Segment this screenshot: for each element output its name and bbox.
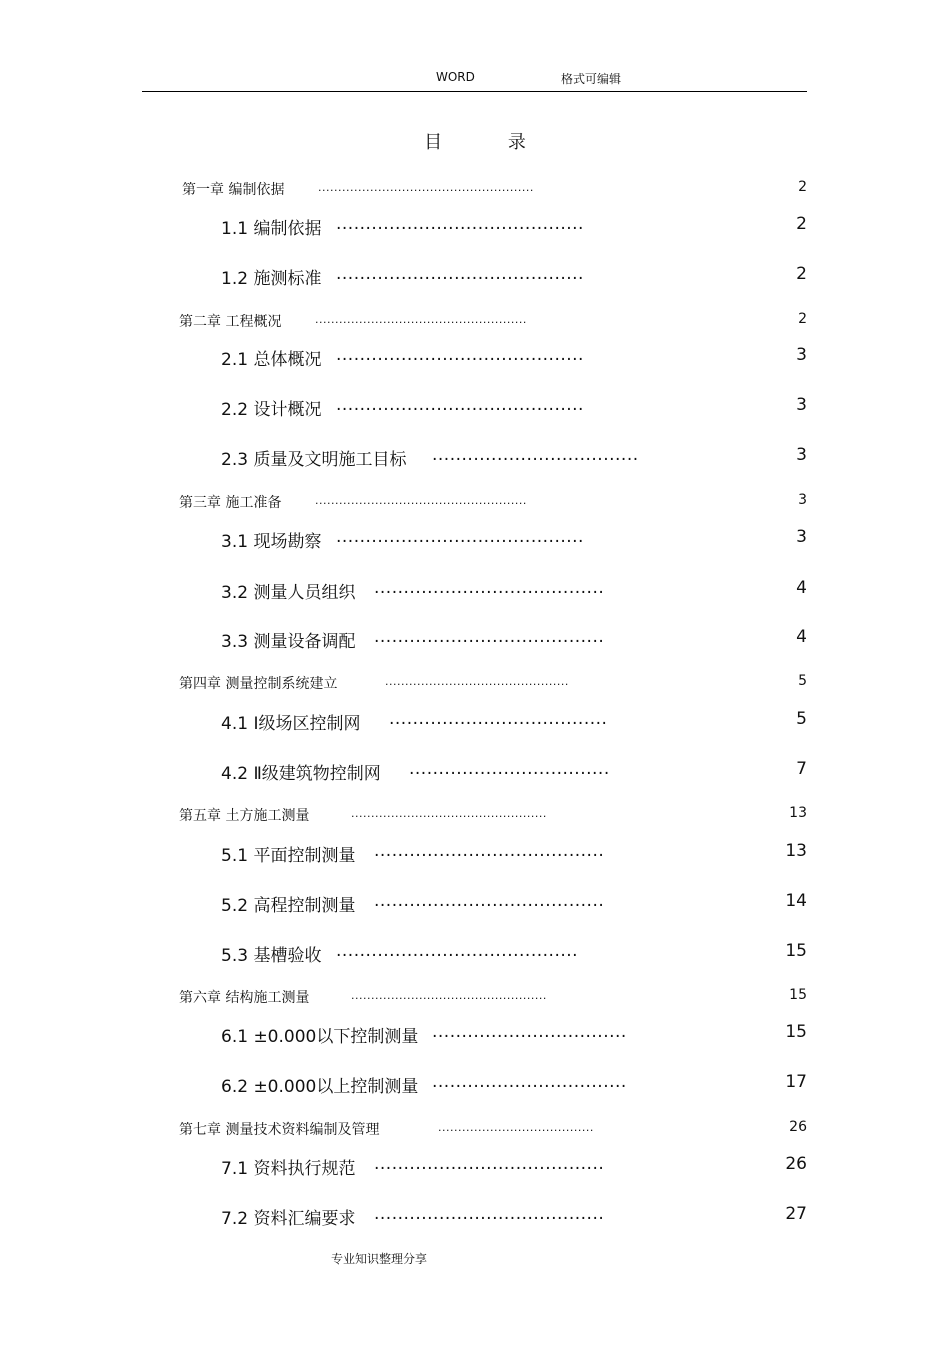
toc-entry-label: 第二章 工程概况 [179, 314, 282, 330]
toc-dot-leader: .............................................. [385, 675, 569, 688]
toc-dot-leader: ..................................... [389, 709, 608, 729]
toc-chapter-entry [0, 311, 950, 335]
toc-dot-leader: ....................................... [438, 1121, 594, 1134]
toc-entry-label: 5.1 平面控制测量 [221, 846, 356, 866]
toc-dot-leader: ................................. [432, 1072, 627, 1092]
toc-dot-leader: ....................................... [374, 841, 605, 861]
toc-section-entry [0, 214, 950, 238]
toc-entry-label: 3.3 测量设备调配 [221, 632, 356, 652]
toc-entry-label: 4.2 Ⅱ级建筑物控制网 [221, 764, 381, 784]
toc-chapter-entry [0, 179, 950, 203]
toc-section-entry [0, 395, 950, 419]
header-word: WORD [436, 70, 475, 84]
toc-entry-label: 5.3 基槽验收 [221, 946, 322, 966]
toc-section-entry [0, 578, 950, 602]
toc-page-number: 3 [796, 395, 807, 415]
toc-dot-leader: .......................................... [336, 214, 584, 234]
toc-section-entry [0, 891, 950, 915]
toc-entry-label: 第一章 编制依据 [182, 182, 285, 198]
toc-section-entry [0, 527, 950, 551]
toc-section-entry [0, 759, 950, 783]
toc-entry-label: 第七章 测量技术资料编制及管理 [179, 1122, 380, 1138]
toc-entry-label: 4.1 Ⅰ级场区控制网 [221, 714, 361, 734]
toc-page-number: 3 [798, 492, 807, 508]
toc-entry-label: 1.2 施测标准 [221, 269, 322, 289]
toc-entry-label: 3.2 测量人员组织 [221, 583, 356, 603]
page-footer: 专业知识整理分享 [331, 1252, 428, 1266]
toc-section-entry [0, 941, 950, 965]
toc-page-number: 3 [796, 527, 807, 547]
toc-page-number: 13 [789, 805, 807, 821]
toc-entry-label: 2.3 质量及文明施工目标 [221, 450, 407, 470]
toc-dot-leader: ..................................................... [315, 313, 527, 326]
toc-entry-label: 5.2 高程控制测量 [221, 896, 356, 916]
toc-dot-leader: ..................................................... [315, 494, 527, 507]
toc-chapter-entry [0, 805, 950, 829]
toc-entry-label: 2.2 设计概况 [221, 400, 322, 420]
toc-section-entry [0, 264, 950, 288]
toc-page-number: 15 [789, 987, 807, 1003]
toc-page-number: 26 [785, 1154, 807, 1174]
toc-entry-label: 6.2 ±0.000以上控制测量 [221, 1077, 419, 1097]
toc-dot-leader: ................................. [432, 1022, 627, 1042]
toc-dot-leader: .......................................... [336, 527, 584, 547]
toc-dot-leader: ....................................... [374, 1154, 605, 1174]
toc-dot-leader: .................................. [409, 759, 610, 779]
toc-chapter-entry [0, 987, 950, 1011]
toc-page-number: 2 [798, 179, 807, 195]
toc-dot-leader: .......................................... [336, 395, 584, 415]
toc-page-number: 2 [796, 264, 807, 284]
toc-page-number: 14 [785, 891, 807, 911]
toc-title: 目 录 [424, 132, 556, 153]
toc-dot-leader: ....................................... [374, 891, 605, 911]
toc-entry-label: 第四章 测量控制系统建立 [179, 676, 338, 692]
toc-entry-label: 3.1 现场勘察 [221, 532, 322, 552]
toc-section-entry [0, 345, 950, 369]
toc-page-number: 26 [789, 1119, 807, 1135]
toc-section-entry [0, 1022, 950, 1046]
toc-section-entry [0, 627, 950, 651]
toc-page-number: 2 [798, 311, 807, 327]
toc-dot-leader: ................................................. [351, 989, 547, 1002]
toc-entry-label: 第五章 土方施工测量 [179, 808, 310, 824]
toc-entry-label: 1.1 编制依据 [221, 219, 322, 239]
toc-page-number: 5 [796, 709, 807, 729]
toc-page-number: 4 [796, 627, 807, 647]
toc-dot-leader: ................................................. [351, 807, 547, 820]
toc-section-entry [0, 709, 950, 733]
toc-dot-leader: .......................................... [336, 264, 584, 284]
toc-section-entry [0, 445, 950, 469]
toc-dot-leader: ................................... [432, 445, 639, 465]
toc-section-entry [0, 1154, 950, 1178]
toc-page-number: 4 [796, 578, 807, 598]
toc-page-number: 5 [798, 673, 807, 689]
header-format-note: 格式可编辑 [561, 72, 622, 86]
toc-entry-label: 7.2 资料汇编要求 [221, 1209, 356, 1229]
toc-chapter-entry [0, 1119, 950, 1143]
toc-section-entry [0, 1072, 950, 1096]
toc-entry-label: 6.1 ±0.000以下控制测量 [221, 1027, 419, 1047]
toc-entry-label: 第三章 施工准备 [179, 495, 282, 511]
toc-page-number: 15 [785, 941, 807, 961]
toc-chapter-entry [0, 673, 950, 697]
toc-page-number: 3 [796, 345, 807, 365]
toc-page-number: 3 [796, 445, 807, 465]
toc-section-entry [0, 841, 950, 865]
toc-dot-leader: ...................................................... [318, 181, 534, 194]
toc-page-number: 15 [785, 1022, 807, 1042]
toc-page-number: 17 [785, 1072, 807, 1092]
toc-entry-label: 2.1 总体概况 [221, 350, 322, 370]
toc-dot-leader: ....................................... [374, 627, 605, 647]
toc-dot-leader: ....................................... [374, 578, 605, 598]
toc-dot-leader: .......................................... [336, 345, 584, 365]
toc-page-number: 13 [785, 841, 807, 861]
toc-page-number: 7 [796, 759, 807, 779]
toc-entry-label: 7.1 资料执行规范 [221, 1159, 356, 1179]
toc-chapter-entry [0, 492, 950, 516]
toc-entry-label: 第六章 结构施工测量 [179, 990, 310, 1006]
toc-page-number: 2 [796, 214, 807, 234]
toc-dot-leader: ......................................... [336, 941, 579, 961]
toc-dot-leader: ....................................... [374, 1204, 605, 1224]
toc-section-entry [0, 1204, 950, 1228]
toc-page-number: 27 [785, 1204, 807, 1224]
header-rule [142, 91, 807, 92]
